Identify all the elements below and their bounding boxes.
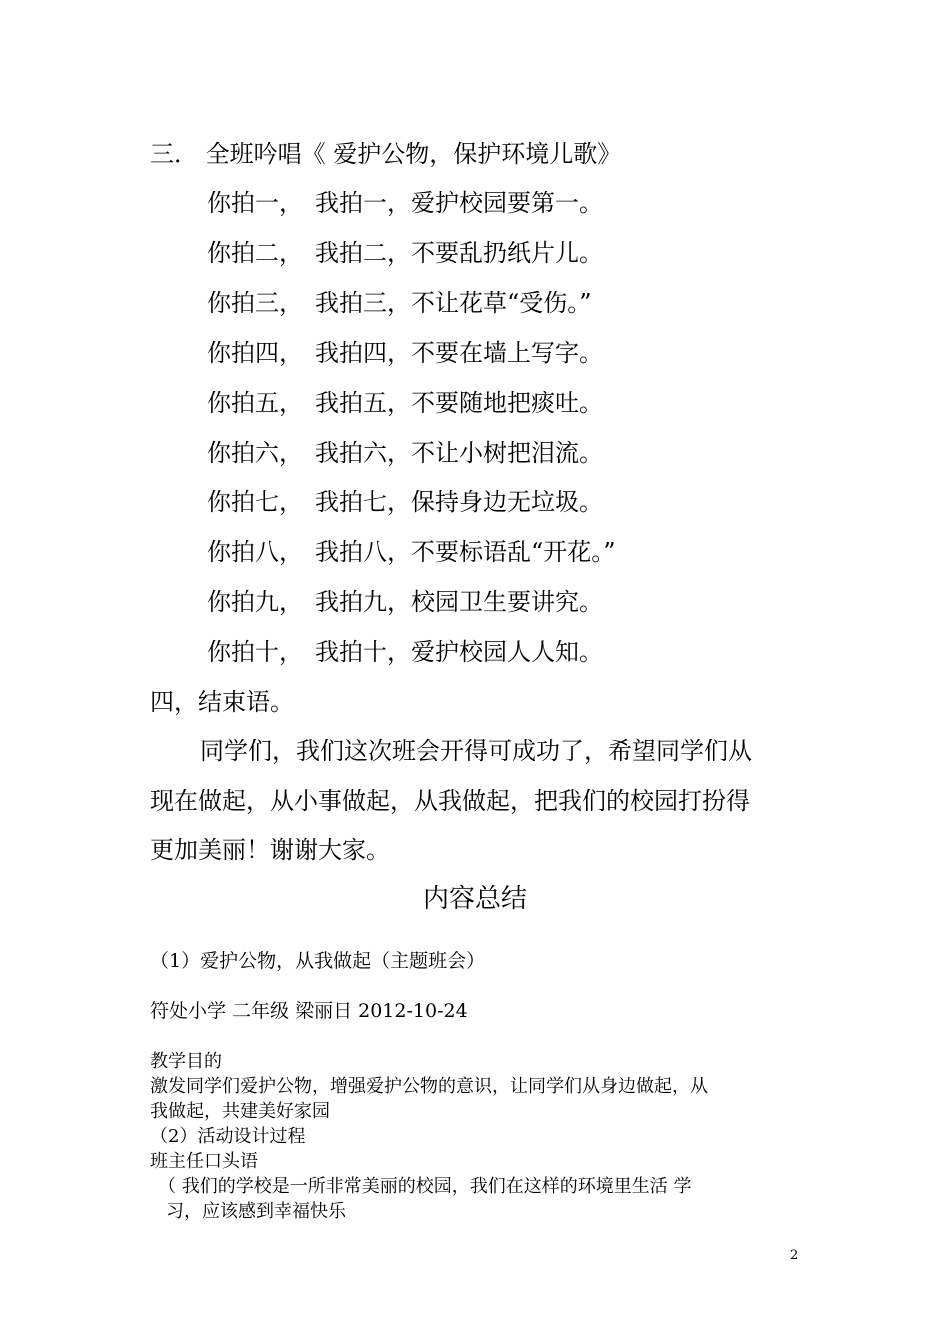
section4-heading: 四，结束语。: [150, 688, 294, 716]
closing-paragraph-line: 同学们，我们这次班会开得可成功了，希望同学们从: [200, 737, 752, 765]
song-line: 你拍八， 我拍八，不要标语乱“开花。”: [207, 538, 616, 566]
summary-line: 我做起，共建美好家园: [150, 1101, 330, 1122]
summary-line: 符处小学 二年级 梁丽日 2012-10-24: [150, 1000, 468, 1022]
summary-line: 教学目的: [150, 1051, 222, 1072]
summary-line: （ 我们的学校是一所非常美丽的校园，我们在这样的环境里生活 学: [158, 1176, 692, 1197]
song-line: 你拍三， 我拍三，不让花草“受伤。”: [207, 289, 592, 317]
summary-line: 班主任口头语: [150, 1151, 258, 1172]
song-line: 你拍二， 我拍二，不要乱扔纸片儿。: [207, 239, 603, 267]
summary-line: （2）活动设计过程: [150, 1126, 306, 1147]
summary-line: 习，应该感到幸福快乐: [166, 1201, 346, 1222]
song-line: 你拍一， 我拍一，爱护校园要第一。: [207, 189, 603, 217]
section3-heading: 三． 全班吟唱《 爱护公物，保护环境儿歌》: [150, 140, 622, 168]
summary-line: （1）爱护公物，从我做起（主题班会）: [150, 950, 486, 972]
song-line: 你拍七， 我拍七，保持身边无垃圾。: [207, 488, 603, 516]
song-line: 你拍十， 我拍十，爱护校园人人知。: [207, 638, 603, 666]
closing-paragraph-line: 现在做起，从小事做起，从我做起，把我们的校园打扮得: [150, 787, 750, 815]
song-line: 你拍五， 我拍五，不要随地把痰吐。: [207, 389, 603, 417]
summary-title: 内容总结: [422, 884, 527, 914]
song-line: 你拍四， 我拍四，不要在墙上写字。: [207, 339, 603, 367]
song-line: 你拍九， 我拍九，校园卫生要讲究。: [207, 588, 603, 616]
song-line: 你拍六， 我拍六，不让小树把泪流。: [207, 439, 603, 467]
page-number: 2: [790, 1248, 799, 1263]
summary-line: 激发同学们爱护公物，增强爱护公物的意识，让同学们从身边做起，从: [150, 1076, 708, 1097]
closing-paragraph-line: 更加美丽！谢谢大家。: [150, 836, 390, 864]
